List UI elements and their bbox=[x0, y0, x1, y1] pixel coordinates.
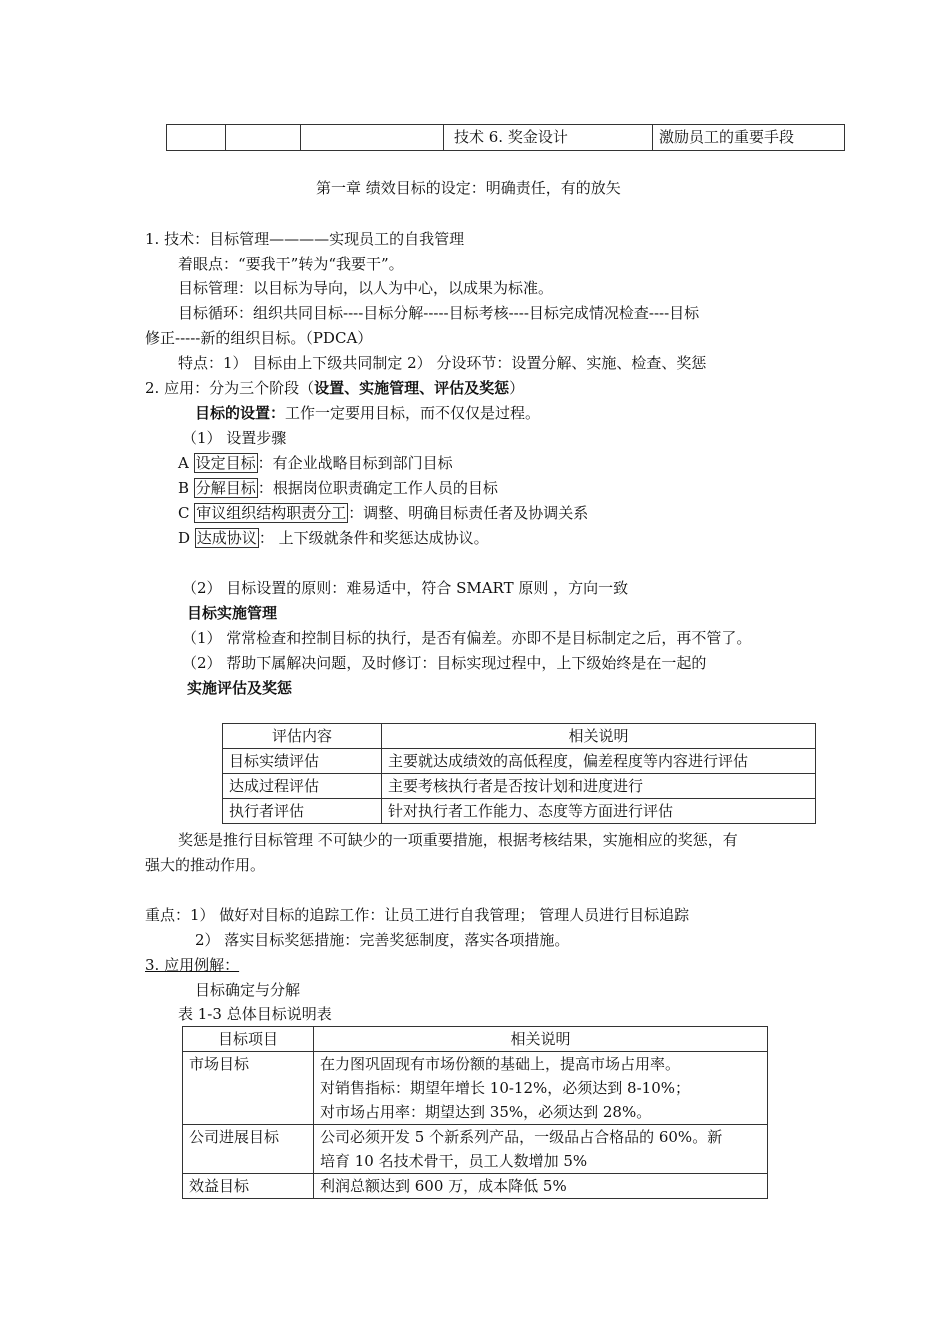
goal-cell-item: 公司进展目标 bbox=[183, 1125, 314, 1174]
step-c-term: 审议组织结构职责分工 bbox=[196, 504, 347, 522]
goal-desc-line: 培育 10 名技术骨干，员工人数增加 5% bbox=[320, 1152, 588, 1170]
table-row bbox=[183, 1052, 768, 1125]
table-row bbox=[183, 1125, 768, 1174]
reward-paragraph-line2: 强大的推动作用。 bbox=[145, 856, 266, 874]
setup-steps-title: （1） 设置步骤 bbox=[182, 429, 287, 447]
section2-heading bbox=[145, 378, 524, 398]
goal-setting-label: 目标的设置： bbox=[195, 404, 286, 422]
goal-desc-line: 对销售指标：期望年增长 10-12%，必须达到 8-10%； bbox=[320, 1079, 690, 1097]
goal-table bbox=[182, 1026, 768, 1199]
top-table bbox=[166, 124, 845, 151]
top-table-cell-1 bbox=[167, 125, 226, 151]
goal-cell-item: 效益目标 bbox=[183, 1174, 314, 1199]
step-a bbox=[178, 453, 453, 473]
table-row bbox=[223, 799, 816, 824]
table-row bbox=[223, 749, 816, 774]
implementation-title: 目标实施管理 bbox=[187, 604, 278, 622]
goal-header-desc: 相关说明 bbox=[314, 1027, 768, 1052]
section1-cycle-line1: 目标循环：组织共同目标----目标分解-----目标考核----目标完成情况检查----目标 bbox=[178, 304, 700, 322]
top-table-cell-5: 激励员工的重要手段 bbox=[653, 125, 845, 151]
eval-cell-desc: 针对执行者工作能力、态度等方面进行评估 bbox=[382, 799, 816, 824]
step-d-term: 达成协议 bbox=[196, 529, 257, 547]
goal-desc-line: 利润总额达到 600 万，成本降低 5% bbox=[320, 1177, 567, 1195]
table-row bbox=[183, 1174, 768, 1199]
goal-cell-desc bbox=[314, 1052, 768, 1125]
step-c bbox=[178, 503, 588, 523]
eval-cell-desc: 主要就达成绩效的高低程度，偏差程度等内容进行评估 bbox=[382, 749, 816, 774]
step-d bbox=[178, 528, 489, 548]
eval-cell-item: 执行者评估 bbox=[223, 799, 382, 824]
goal-cell-desc bbox=[314, 1174, 768, 1199]
eval-header-desc: 相关说明 bbox=[382, 724, 816, 749]
implementation-item-1: （1） 常常检查和控制目标的执行，是否有偏差。亦即不是目标制定之后，再不管了。 bbox=[182, 629, 752, 647]
section1-features: 特点：1） 目标由上下级共同制定 2） 分设环节：设置分解、实施、检查、奖惩 bbox=[178, 354, 707, 372]
top-table-cell-2 bbox=[226, 125, 301, 151]
step-a-term: 设定目标 bbox=[195, 454, 256, 472]
section1-cycle-line2: 修正-----新的组织目标。（PDCA） bbox=[145, 329, 373, 347]
eval-cell-desc: 主要考核执行者是否按计划和进度进行 bbox=[382, 774, 816, 799]
key-points-line1: 重点：1） 做好对目标的追踪工作：让员工进行自我管理； 管理人员进行目标追踪 bbox=[145, 906, 690, 924]
goal-header-item: 目标项目 bbox=[183, 1027, 314, 1052]
goal-cell-item: 市场目标 bbox=[183, 1052, 314, 1125]
section2-heading-bold: 设置、实施管理、评估及奖惩 bbox=[314, 379, 510, 397]
step-c-letter: C bbox=[178, 504, 195, 522]
step-a-letter: A bbox=[178, 454, 194, 472]
goal-desc-line: 公司必须开发 5 个新系列产品，一级品占合格品的 60%。新 bbox=[320, 1128, 723, 1146]
reward-paragraph-line1: 奖惩是推行目标管理 不可缺少的一项重要措施，根据考核结果，实施相应的奖惩，有 bbox=[178, 831, 738, 849]
eval-header-content: 评估内容 bbox=[223, 724, 382, 749]
section2-heading-prefix: 2. 应用：分为三个阶段（ bbox=[145, 379, 315, 397]
implementation-item-2: （2） 帮助下属解决问题，及时修订：目标实现过程中，上下级始终是在一起的 bbox=[182, 654, 707, 672]
step-d-letter: D bbox=[178, 529, 195, 547]
key-points-line2: 2） 落实目标奖惩措施：完善奖惩制度，落实各项措施。 bbox=[195, 931, 570, 949]
step-b bbox=[178, 478, 498, 498]
evaluation-title: 实施评估及奖惩 bbox=[187, 679, 293, 697]
step-b-letter: B bbox=[178, 479, 194, 497]
goal-desc-line: 在力图巩固现有市场份额的基础上，提高市场占用率。 bbox=[320, 1055, 681, 1073]
section1-focus: 着眼点：“要我干”转为“我要干”。 bbox=[178, 255, 404, 273]
evaluation-table bbox=[222, 723, 816, 824]
eval-cell-item: 达成过程评估 bbox=[223, 774, 382, 799]
step-d-desc: ： 上下级就条件和奖惩达成协议。 bbox=[258, 529, 489, 547]
setting-principle: （2） 目标设置的原则：难易适中，符合 SMART 原则 ，方向一致 bbox=[182, 579, 629, 597]
table-row bbox=[223, 774, 816, 799]
section2-heading-suffix: ） bbox=[509, 379, 525, 397]
table-caption: 表 1-3 总体目标说明表 bbox=[178, 1005, 332, 1023]
step-c-desc: ：调整、明确目标责任者及协调关系 bbox=[348, 504, 589, 522]
section3-subtitle: 目标确定与分解 bbox=[195, 981, 301, 999]
section3-heading: 3. 应用例解： bbox=[145, 956, 240, 974]
goal-setting-text: 工作一定要用目标，而不仅仅是过程。 bbox=[285, 404, 541, 422]
table-row bbox=[223, 724, 816, 749]
eval-cell-item: 目标实绩评估 bbox=[223, 749, 382, 774]
step-a-desc: ：有企业战略目标到部门目标 bbox=[257, 454, 453, 472]
section1-definition: 目标管理：以目标为导向，以人为中心，以成果为标准。 bbox=[178, 279, 554, 297]
table-row bbox=[183, 1027, 768, 1052]
step-b-desc: ：根据岗位职责确定工作人员的目标 bbox=[257, 479, 498, 497]
section1-heading: 1. 技术：目标管理————实现员工的自我管理 bbox=[145, 230, 465, 248]
goal-desc-line: 对市场占用率：期望达到 35%，必须达到 28%。 bbox=[320, 1103, 652, 1121]
step-b-term: 分解目标 bbox=[195, 479, 256, 497]
goal-cell-desc bbox=[314, 1125, 768, 1174]
top-table-cell-3 bbox=[301, 125, 444, 151]
goal-setting-line bbox=[195, 403, 540, 423]
top-table-cell-4: 技术 6. 奖金设计 bbox=[444, 125, 653, 151]
chapter-title: 第一章 绩效目标的设定：明确责任，有的放矢 bbox=[316, 179, 621, 197]
